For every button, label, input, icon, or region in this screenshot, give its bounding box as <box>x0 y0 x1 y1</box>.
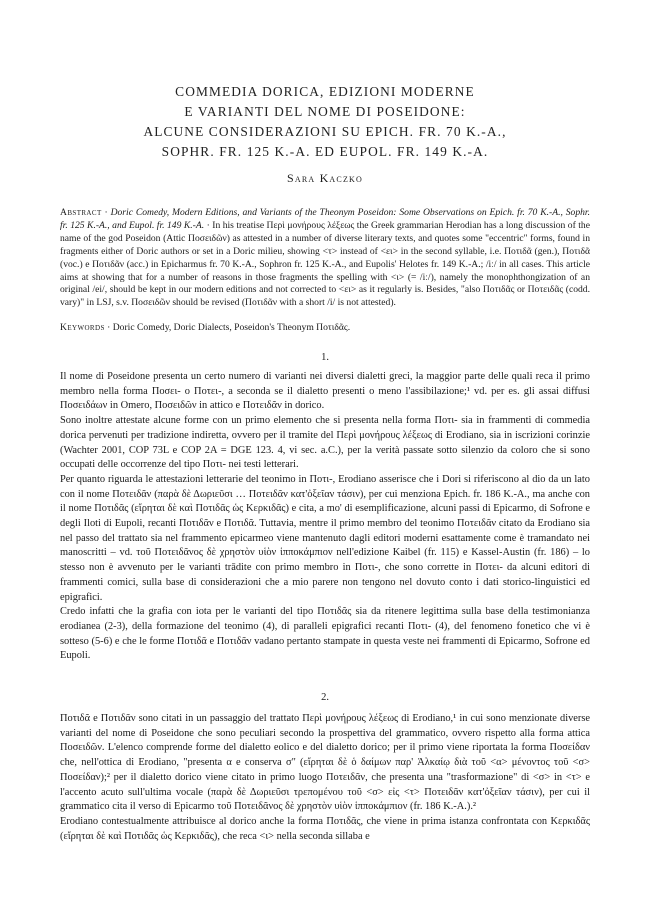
keywords-text: Doric Comedy, Doric Dialects, Poseidon's Theonym Ποτιδᾶς. <box>112 322 351 333</box>
section-2-body <box>60 712 590 844</box>
section-1-body <box>60 370 590 664</box>
abstract: Abstract · Doric Comedy, Modern Editions, and Variants of the Theonym Poseidon: Some Observations on Epich. fr. 70 K.-A., Sophr. fr. 125 K.-A., and Eupol. fr. 149 K.-A. · In his treatise Περὶ μονήρους λέξεως the Greek grammarian Herodian has a long discussion of the name of the god Poseidon (Attic Ποσειδῶν) as attested in a number of diverse literary texts, and quotes some "eccentric" forms, found in fragments either of Doric authors or set in a Doric milieu, showing <τ> instead of <ει> in the second syllable, i.e. Ποτιδᾶ (gen.), Ποτιδᾶ (voc.) e Ποτιδᾶν (acc.) in Epicharmus fr. 70 K.-A., Sophron fr. 125 K.-A., and Eupolis' Helotes fr. 149 K.-A.; /iː/ in all cases. This article aims at showing that for a number of reasons in those fragments the spelling with <ι> (= /iː/), namely the monophthongization of an original /ei/, should be kept in our modern editions and not corrected to <ει> as it regularly is. Besides, "also Ποτιδᾶς or Ποτειδᾶς (codd. vary)" in LSJ, s.v. Ποσειδῶν should be revised (Ποτιδᾶν with a short /i/ is not attested). <box>60 207 590 309</box>
author-name: Sara Kaczko <box>287 171 363 185</box>
abstract-separator: · <box>101 207 111 218</box>
keywords-separator: · <box>104 322 113 333</box>
abstract-text: In his treatise Περὶ μονήρους λέξεως the Greek grammarian Herodian has a long discussion of the name of the god Poseidon (Attic Ποσειδῶν) as attested in a number of diverse literary texts, and quotes some "eccentric" forms, found in fragments either of Doric authors or set in a Doric milieu, showing <τ> instead of <ει> in the second syllable, i.e. Ποτιδᾶ (gen.), Ποτιδᾶ (voc.) e Ποτιδᾶν (acc.) in Epicharmus fr. 70 K.-A., Sophron fr. 125 K.-A., and Eupolis' Helotes fr. 149 K.-A.; /iː/ in all cases. This article aims at showing that for a number of reasons in those fragments the spelling with <ι> (= /iː/), namely the monophthongization of an original /ei/, should be kept in our modern editions and not corrected to <ει> as it regularly is. Besides, "also Ποτιδᾶς or Ποτειδᾶς (codd. vary)" in LSJ, s.v. Ποσειδῶν should be revised (Ποτιδᾶν with a short /i/ is not attested). <box>60 219 590 309</box>
keywords <box>60 321 590 334</box>
section-2-paragraph-2: Erodiano contestualmente attribuisce al dorico anche la forma Ποτιδᾶς, che viene in prima istanza confrontata con Κερκιδᾶς (εἴρηται δὲ καὶ Ποτιδᾶς ὡς Κερκιδᾶς), che reca <ι> nella seconda sillaba e <box>60 815 590 842</box>
section-1-paragraph-3: Per quanto riguarda le attestazioni letterarie del teonimo in Ποτι-, Erodiano asserisce che i Dori si riferiscono al dio da un lato con il nome Ποτειδᾶν (παρὰ δὲ Δωριεῦσι … Ποτειδᾶν κατ'ὀξεῖαν τάσιν), per cui menziona Epich. fr. 186 K.-A., ma anche con il nome Ποτιδᾶς (εἴρηται δὲ καὶ Ποτιδᾶς ὡς Κερκιδᾶς) e cita, a mo' di esemplificazione, alcuni passi di Epicarmo, di Sofrone e degli Iloti di Eupoli, recanti Ποτιδᾶν e Ποτιδᾶ. Tuttavia, mentre il primo membro del teonimo Ποτειδᾶν citato da Erodiano sia nel passo del trattato sia nel frammento epicarmeo viene mantenuto dagli editori moderni esattamente come è tramandato nei manoscritti – vd. τοῦ Ποτειδᾶνος δὲ χρηστὸν υἱὸν ἱπποκάμπιον nell'edizione Kaibel (fr. 115) e Kassel-Austin (fr. 186) – lo stesso non è avvenuto per le varianti trādite con primo membro in Ποτι-, che sono corrette in Ποτει- da alcuni editori di frammenti comici, sulla base di considerazioni che a mio parere non tengono nel dovuto conto i dati storico-linguistici ed epigrafici. <box>60 473 590 603</box>
title-line-1: COMMEDIA DORICA, EDIZIONI MODERNE <box>175 84 475 99</box>
article-title <box>60 82 590 162</box>
keywords-label: Keywords <box>60 322 105 333</box>
section-1-number: 1. <box>321 352 329 363</box>
abstract-label: Abstract <box>60 207 102 218</box>
section-1-paragraph-4: Credo infatti che la grafia con iota per le varianti del tipo Ποτιδᾶς sia da ritenere legittima sulla base della testimonianza erodianea (2-3), della formazione del teonimo (4), di paralleli epigrafici recanti Ποτι- (4), del fenomeno fonetico che vi è sotteso (5-6) e che le forme Ποτιδᾶ e Ποτιδᾶν vadano pertanto stampate in questa veste nei frammenti di Epicarmo, Sofrone ed Eupoli. <box>60 606 590 662</box>
section-1-paragraph-1: Il nome di Poseidone presenta un certo numero di varianti nei diversi dialetti greci, la maggior parte delle quali reca il primo membro nella forma Ποσει- o Ποτει-, a seconda se il dialetto presenti o meno l'assibilazione;¹ vd. per es. gli assai diffusi Ποσειδάων in Omero, Ποσειδῶν in attico e Ποτειδᾶν in dorico. <box>60 371 590 412</box>
section-2-paragraph-1: Ποτιδᾶ e Ποτιδᾶν sono citati in un passaggio del trattato Περὶ μονήρους λέξεως di Erodiano,¹ in cui sono menzionate diverse varianti del nome di Poseidone che sono peculiari secondo la prospettiva del grammatico, ovvero rispetto alla forma attica Ποσειδῶν. L'elenco comprende forme del dialetto eolico e del dialetto dorico; per il primo viene riportata la forma Ποσείδαν che, nell'ottica di Erodiano, "presenta α e conserva σ" (εἴρηται δὲ ὁ δαίμων παρ' Ἀλκαίῳ διὰ τοῦ <α> μένοντος τοῦ <σ> Ποσείδαν);² per il dialetto dorico viene citato in primo luogo Ποτειδᾶν, che presenta una "trasformazione" di <σ> in <τ> e l'accento acuto sull'ultima vocale (παρὰ δὲ Δωριεῦσι τρεπομένου τοῦ <σ> εἰς <τ> Ποτειδᾶν κατ'ὀξεῖαν τάσιν), per cui il grammatico cita il verso di Epicarmo τοῦ Ποτειδᾶνος δὲ χρηστὸν υἱὸν ἱπποκάμπιον (fr. 186 K.-A.).² <box>60 713 590 813</box>
abstract-english-title: Doric Comedy, Modern Editions, and Variants of the Theonym Poseidon: Some Observations on Epich. fr. 70 K.-A., Sophr. fr. 125 K.-A., and Eupol. fr. 149 K.-A. <box>60 207 590 231</box>
title-line-4: SOPHR. FR. 125 K.-A. ED EUPOL. FR. 149 K.-A. <box>161 144 489 159</box>
section-2-number: 2. <box>321 692 329 703</box>
title-line-3: ALCUNE CONSIDERAZIONI SU EPICH. FR. 70 K.-A., <box>143 124 507 139</box>
section-1-paragraph-2: Sono inoltre attestate alcune forme con un primo elemento che si presenta nella forma Ποτι- sia in frammenti di commedia dorica pervenuti per tradizione indiretta, ovvero per il tramite del Περὶ μονήρους λέξεως di Erodiano, sia in iscrizioni corinzie (Wachter 2001, COP 73L e COP 2A = DGE 123. 4, vi sec. a.C.), per la verità passate sotto silenzio da coloro che si sono occupati delle occorrenze del tipo Ποτι- nei testi letterari. <box>60 415 590 471</box>
title-line-2: E VARIANTI DEL NOME DI POSEIDONE: <box>184 104 466 119</box>
